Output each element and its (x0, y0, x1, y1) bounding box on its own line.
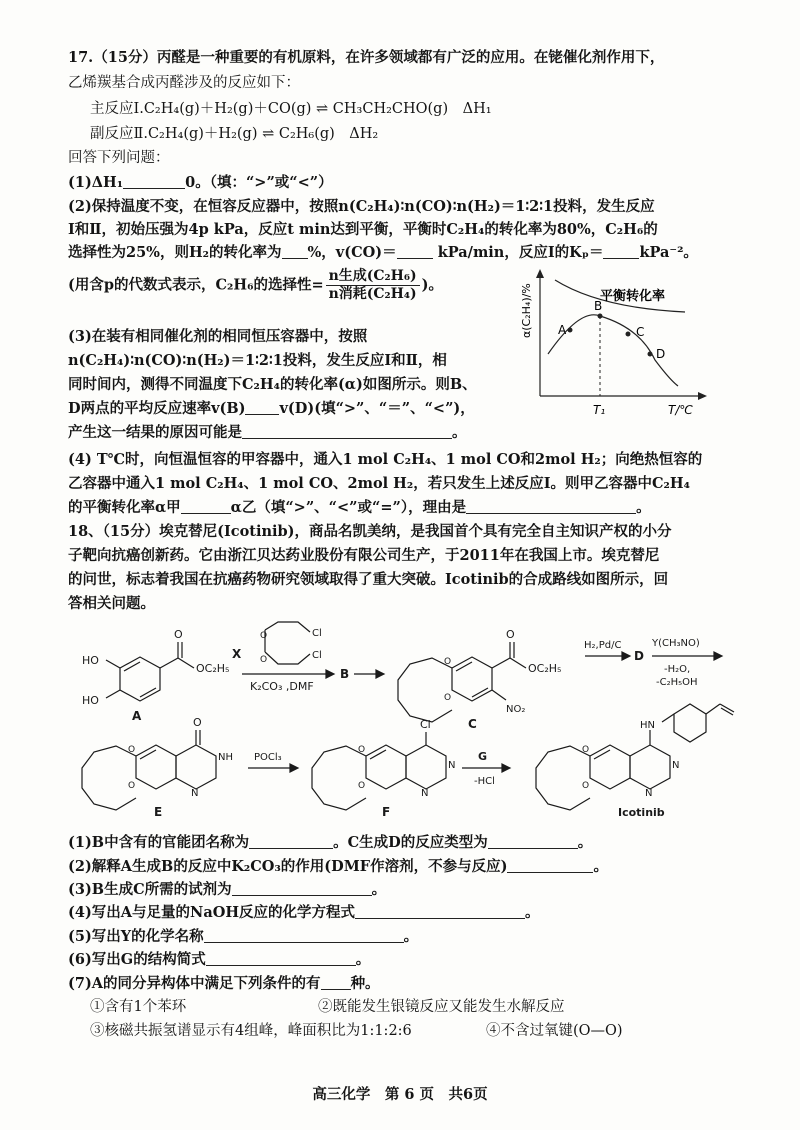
y-axis-label: α(C₂H₄)/% (520, 283, 533, 338)
q18-line3: 的问世，标志着我国在抗癌药物研究领域取得了重大突破。Icotinib的合成路线如图所示，回 (68, 571, 669, 588)
point-b (598, 314, 603, 319)
oxygen-label: O (444, 693, 452, 703)
chlorine-label: Cl (312, 628, 322, 639)
ester-label: OC₂H₅ (196, 662, 230, 675)
q17-part3-line1: (3)在装有相同催化剂的相同恒压容器中，按照 (68, 328, 368, 345)
reagent-y-label: Y(CH₃NO) (652, 638, 700, 649)
point-b-label: B (594, 299, 603, 313)
oxygen-label: O (260, 655, 268, 665)
compound-f-label: F (382, 805, 391, 819)
chlorine-label: Cl (312, 650, 322, 661)
compound-a-label: A (132, 709, 142, 723)
answer-blank[interactable] (466, 499, 636, 514)
q17-ask: 回答下列问题： (68, 150, 170, 166)
nitro-label: NO₂ (506, 704, 526, 715)
point-c-label: C (636, 325, 645, 339)
oxygen-label: O (582, 781, 590, 791)
compound-d-label: D (634, 649, 644, 663)
oxygen-label: O (128, 745, 136, 755)
arrow-head (326, 670, 334, 678)
compound-c (398, 628, 561, 731)
oxygen-label: O (358, 745, 366, 755)
answer-blank[interactable] (206, 951, 356, 966)
x-axis-label: T/℃ (668, 403, 693, 417)
arrow-head (714, 652, 722, 660)
answer-blank[interactable] (245, 400, 279, 415)
q18-line1: 18、（15分）埃克替尼(Icotinib)，商品名凯美纳，是我国首个具有完全自主知识产权的小分 (68, 523, 672, 540)
conversion-graph (500, 268, 715, 430)
equilibrium-label: 平衡转化率 (600, 289, 666, 304)
k2co3-label: K₂CO₃ ,DMF (250, 680, 314, 693)
compound-a (82, 628, 229, 723)
answer-blank[interactable] (355, 904, 525, 919)
q17-part4-line2: 乙容器中通入1 mol C₂H₄、1 mol CO、2mol H₂，若只发生上述反应Ⅰ。则甲乙容器中C₂H₄ (68, 475, 690, 492)
icotinib-label: Icotinib (618, 806, 665, 819)
q17-title: 17.（15分）丙醛是一种重要的有机原料，在许多领域都有广泛的应用。在铑催化剂作用下， (68, 49, 665, 66)
synthesis-scheme (60, 618, 760, 823)
condition-3: ③核磁共振氢谱显示有4组峰，峰面积比为1:1:2:6 (90, 1023, 412, 1039)
q17-part3-line2: n(C₂H₄)∶n(CO)∶n(H₂)＝1∶2∶1投料，发生反应Ⅰ和Ⅱ，相 (68, 352, 447, 369)
compound-e (82, 716, 233, 819)
q17-part2-line1: (2)保持温度不变，在恒容反应器中，按照n(C₂H₄)∶n(CO)∶n(H₂)＝1∶2∶1投料，发生反应 (68, 198, 655, 215)
q17-part4-line1: (4) T℃时，向恒温恒容的甲容器中，通入1 mol C₂H₄、1 mol CO和2mol H₂；向绝热恒容的 (68, 451, 703, 468)
answer-blank[interactable] (603, 244, 639, 259)
hydroxyl-label: HO (82, 654, 99, 667)
q17-part3-line3: 同时间内，测得不同温度下C₂H₄的转化率(α)如图所示。则B、 (68, 376, 477, 393)
point-d-label: D (656, 347, 666, 361)
oxygen-label: O (582, 745, 590, 755)
q17-part4-line3: 的平衡转化率α甲 α乙（填“>”、“<”或“=”），理由是 。 (68, 499, 651, 516)
answer-blank[interactable] (181, 499, 231, 514)
q18-line4: 答相关问题。 (68, 595, 155, 612)
oxygen-label: O (193, 716, 202, 729)
q17-part1: (1)ΔH₁ 0。（填：“>”或“<”） (68, 174, 333, 191)
t1-tick-label: T₁ (593, 403, 606, 417)
question-5: (5)写出Y的化学名称 。 (68, 928, 419, 945)
nh-label: NH (218, 752, 233, 763)
answer-blank[interactable] (204, 928, 404, 943)
arrow-head (502, 764, 510, 772)
oxygen-label: O (174, 628, 183, 641)
answer-blank[interactable] (123, 174, 185, 189)
answer-blank[interactable] (242, 424, 452, 439)
q17-reaction-1: 主反应Ⅰ.C₂H₄(g)＋H₂(g)＋CO(g) ⇌ CH₃CH₂CHO(g) ΔH₁ (90, 101, 492, 117)
y-axis-arrow (536, 269, 544, 278)
compound-b-label: B (340, 667, 350, 681)
reagent-g-label: G (478, 750, 488, 763)
question-1: (1)B中含有的官能团名称为 。C生成D的反应类型为 。 (68, 834, 593, 851)
reagent-x (232, 622, 334, 693)
nitrogen-label: N (448, 760, 456, 771)
point-c (626, 332, 631, 337)
nitrogen-label: N (191, 788, 199, 799)
oxygen-label: O (260, 631, 268, 641)
condition-2: ②既能发生银镜反应又能发生水解反应 (318, 999, 565, 1015)
hydroxyl-label: HO (82, 694, 99, 707)
q17-part3-line5: 产生这一结果的原因可能是 。 (68, 424, 467, 441)
answer-blank[interactable] (232, 881, 372, 896)
point-a-label: A (558, 323, 567, 337)
oxygen-label: O (506, 628, 515, 641)
h2-pdc-label: H₂,Pd/C (584, 640, 622, 651)
water-loss-label: -H₂O, (664, 664, 691, 675)
hn-label: HN (640, 720, 655, 731)
reagent-x-label: X (232, 647, 242, 661)
compound-c-label: C (468, 717, 477, 731)
x-axis-arrow (698, 392, 707, 400)
question-6: (6)写出G的结构简式 。 (68, 951, 371, 968)
question-4: (4)写出A与足量的NaOH反应的化学方程式 。 (68, 904, 540, 921)
answer-blank[interactable] (282, 244, 308, 259)
q18-line2: 子靶向抗癌创新药。它由浙江贝达药业股份有限公司生产，于2011年在我国上市。埃克替尼 (68, 547, 660, 564)
answer-blank[interactable] (397, 244, 433, 259)
answer-blank[interactable] (507, 858, 593, 873)
q17-part2-line3: 选择性为25%，则H₂的转化率为 %，v(CO)＝ kPa/min，反应Ⅰ的Kₚ＝ kPa⁻²。 (68, 244, 698, 261)
oxygen-label: O (128, 781, 136, 791)
selectivity-fraction: $\frac{\text{n生成(C₂H₆)}}{\text{n消耗(C₂H₄)}}$ (326, 268, 420, 303)
answer-blank[interactable] (488, 834, 578, 849)
ester-label: OC₂H₅ (528, 662, 562, 675)
point-d (648, 352, 653, 357)
answer-blank[interactable] (249, 834, 333, 849)
point-a (568, 328, 573, 333)
answer-blank[interactable] (321, 975, 351, 990)
condition-4: ④不含过氧键(O—O) (486, 1023, 623, 1039)
condition-1: ①含有1个苯环 (90, 999, 187, 1015)
q17-reaction-2: 副反应Ⅱ.C₂H₄(g)＋H₂(g) ⇌ C₂H₆(g) ΔH₂ (90, 126, 379, 142)
pocl3-label: POCl₃ (254, 752, 282, 763)
ethanol-loss-label: -C₂H₅OH (656, 677, 698, 688)
q17-part2-line2: Ⅰ和Ⅱ，初始压强为4p kPa，反应t min达到平衡，平衡时C₂H₄的转化率为80%，C₂H₆的 (68, 221, 658, 238)
arrow-head (376, 670, 384, 678)
question-3: (3)B生成C所需的试剂为 。 (68, 881, 387, 898)
compound-e-label: E (154, 805, 163, 819)
nitrogen-label: N (672, 760, 680, 771)
oxygen-label: O (358, 781, 366, 791)
compound-f (312, 718, 455, 819)
q17-part2-line4: (用含p的代数式表示，C₂H₆的选择性= $\frac{\text{n生成(C₂H₆)}}{\text{n消耗(C₂H₄)}}$ )。 (68, 268, 444, 302)
nitrogen-label: N (645, 788, 653, 799)
oxygen-label: O (444, 657, 452, 667)
question-2: (2)解释A生成B的反应中K₂CO₃的作用(DMF作溶剂，不参与反应) 。 (68, 858, 608, 875)
compound-icotinib (536, 704, 734, 819)
hcl-loss-label: -HCl (474, 776, 495, 787)
arrow-head (290, 764, 298, 772)
q17-part3-line4: D两点的平均反应速率v(B) v(D)(填“>”、“＝”、“<”)， (68, 400, 475, 417)
nitrogen-label: N (421, 788, 429, 799)
arrow-head (622, 652, 630, 660)
chlorine-label: Cl (420, 718, 431, 731)
question-7: (7)A的同分异构体中满足下列条件的有 种。 (68, 975, 380, 992)
q17-intro: 乙烯羰基合成丙醛涉及的反应如下： (68, 75, 300, 91)
page-footer: 高三化学 第 6 页 共6页 (312, 1086, 488, 1103)
